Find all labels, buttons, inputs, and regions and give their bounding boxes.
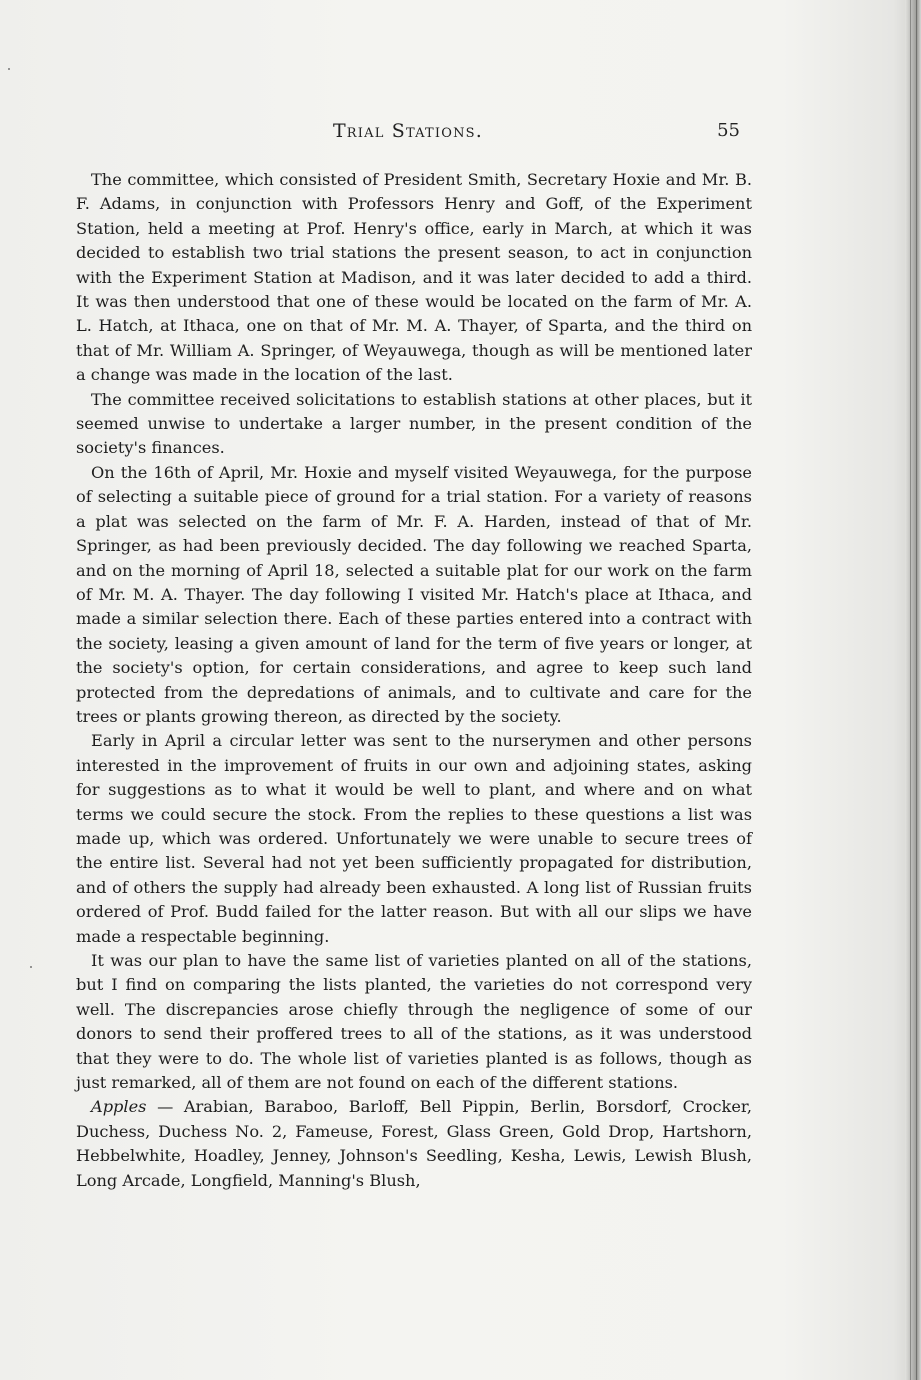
paragraph-april-visit: On the 16th of April, Mr. Hoxie and myself visited Weyauwega, for the purpose of selecting a suitable piece of ground for a trial station. For a variety of reasons a plat was selected on the farm of Mr. F. A. Harden, instead of that of Mr. Springer, as had been previously decided. The day following we reached Sparta, and on the morning of April 18, selected a suitable plat for our work on the farm of Mr. M. A. Thayer. The day following I visited Mr. Hatch's place at Ithaca, and made a similar selection there. Each of these parties entered into a contract with the society, leasing a given amount of land for the term of five years or longer, at the society's option, for certain considerations, and agree to keep such land protected from the depredations of animals, and to cultivate and care for the trees or plants growing thereon, as directed by the society. xyxy=(76,462,752,726)
paragraph-solicitations: The committee received solicitations to establish stations at other places, but it seemed unwise to undertake a larger number, in the present condition of the society's finances. xyxy=(76,389,752,458)
scan-speck xyxy=(8,68,10,70)
paragraph-committee: The committee, which consisted of President Smith, Secretary Hoxie and Mr. B. F. Adams, in conjunction with Professors Henry and Goff, of the Experiment Station, held a meeting at Prof. Henry's office, early in March, at which it was decided to establish two trial stations the present season, to act in conjunction with the Experiment Station at Madison, and it was later decided to add a third. It was then understood that one of these would be located on the farm of Mr. A. L. Hatch, at Ithaca, one on that of Mr. M. A. Thayer, of Sparta, and the third on that of Mr. William A. Springer, of Weyauwega, though as will be mentioned later a change was made in the location of the last. xyxy=(76,170,752,385)
page-edge-shadow xyxy=(905,0,921,1380)
scan-speck xyxy=(30,966,32,968)
paragraph-apples-list xyxy=(76,1095,752,1193)
running-head: Trial Stations. xyxy=(332,120,484,142)
paragraph-varieties-plan: It was our plan to have the same list of varieties planted on all of the stations, but I find on comparing the lists planted, the varieties do not correspond very well. The discrepancies arose chiefly through the negligence of some of our donors to send their proffered trees to all of the stations, as it was understood that they were to do. The whole list of varieties planted is as follows, though as just remarked, all of them are not found on each of the different stations. xyxy=(76,951,752,1093)
apples-heading: Apples xyxy=(91,1097,147,1117)
page-number: 55 xyxy=(717,120,740,141)
page-header xyxy=(76,120,740,146)
apples-varieties: — Arabian, Baraboo, Barloff, Bell Pippin, Berlin, Borsdorf, Crocker, Duchess, Duchess No. 2, Fameuse, Forest, Glass Green, Gold Drop, Hartshorn, Hebbelwhite, Hoadley, Jenney, Johnson's Seedling, Kesha, Lewis, Lewish Blush, Long Arcade, Longfield, Manning's Blush, xyxy=(76,1097,752,1190)
paragraph-circular-letter: Early in April a circular letter was sent to the nurserymen and other persons interested in the improvement of fruits in our own and adjoining states, asking for suggestions as to what it would be well to plant, and where and on what terms we could secure the stock. From the replies to these questions a list was made up, which was ordered. Unfortunately we were unable to secure trees of the entire list. Several had not yet been sufficiently propagated for distribution, and of others the supply had already been exhausted. A long list of Russian fruits ordered of Prof. Budd failed for the latter reason. But with all our slips we have made a respectable beginning. xyxy=(76,731,752,946)
body-text xyxy=(76,168,752,1193)
